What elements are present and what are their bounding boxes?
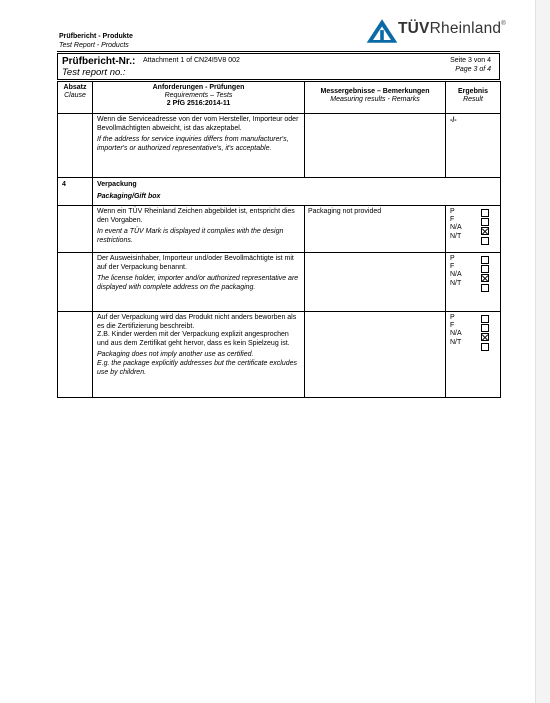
section-clause-cell: 4 bbox=[58, 178, 93, 206]
clause-cell bbox=[58, 312, 93, 398]
checkbox-na-checked[interactable] bbox=[481, 227, 489, 235]
requirements-column-header: Anforderungen - Prüfungen Requirements – Tests 2 PfG 2516:2014-11 bbox=[93, 82, 305, 114]
scrollbar-track[interactable] bbox=[536, 0, 550, 703]
measurement-cell bbox=[305, 114, 446, 178]
measurement-cell bbox=[305, 312, 446, 398]
report-type-de: Prüfbericht - Produkte bbox=[59, 33, 133, 40]
attachment-reference: Attachment 1 of CN24I5V8 002 bbox=[143, 57, 240, 64]
checkbox-nt[interactable] bbox=[481, 284, 489, 292]
table-row bbox=[58, 312, 501, 398]
clause-cell bbox=[58, 253, 93, 312]
clause-cell bbox=[58, 206, 93, 253]
tuv-triangle-logo-icon bbox=[364, 16, 400, 46]
result-column-header: Ergebnis Result bbox=[446, 82, 501, 114]
page-indicator: Seite 3 von 4 Page 3 of 4 bbox=[450, 57, 491, 73]
clause-cell bbox=[58, 114, 93, 178]
measurement-cell: Packaging not provided bbox=[305, 206, 446, 253]
checkbox-f[interactable] bbox=[481, 218, 489, 226]
table-row bbox=[58, 253, 501, 312]
table-row bbox=[58, 206, 501, 253]
checkbox-f[interactable] bbox=[481, 324, 489, 332]
header-divider bbox=[57, 51, 500, 52]
tuv-logo-wordmark: TÜVRheinland® bbox=[398, 20, 506, 37]
requirement-cell: Auf der Verpackung wird das Produkt nicht anders beworben als es die Zertifizierung beschreibt. Z.B. Kinder werden mit der Verpackung explizit angesprochen und aus dem Zertifikat geht hervor, dass es kein Spielzeug ist. Packaging does not imply another use as certified. E.g. the package explicitly addresses but the certificate excludes use by children. bbox=[93, 312, 305, 398]
checkbox-na-checked[interactable] bbox=[481, 274, 489, 282]
requirement-cell: Wenn die Serviceadresse von der vom Hersteller, Importeur oder Bevollmächtigten abweicht, ist das akzeptabel. If the address for service inquiries differs from manufacturer's, importer's or authorized representative's, it's acceptable. bbox=[93, 114, 305, 178]
report-number-label-de: Prüfbericht-Nr.: bbox=[62, 56, 136, 67]
checkbox-p[interactable] bbox=[481, 256, 489, 264]
measuring-results-column-header: Messergebnisse – Bemerkungen Measuring results - Remarks bbox=[305, 82, 446, 114]
report-number-label-en: Test report no.: bbox=[62, 67, 126, 78]
requirements-table bbox=[57, 81, 501, 398]
requirement-cell: Wenn ein TÜV Rheinland Zeichen abgebildet ist, entspricht dies den Vorgaben. In event a TÜV Mark is displayed it complies with the design restrictions. bbox=[93, 206, 305, 253]
clause-column-header: Absatz Clause bbox=[58, 82, 93, 114]
measurement-cell bbox=[305, 253, 446, 312]
section-title-cell: Verpackung Packaging/Gift box bbox=[93, 178, 501, 206]
report-number-box bbox=[57, 53, 500, 80]
result-cell bbox=[446, 253, 501, 312]
report-type-header bbox=[59, 33, 133, 50]
checkbox-p[interactable] bbox=[481, 315, 489, 323]
checkbox-nt[interactable] bbox=[481, 237, 489, 245]
section-row bbox=[58, 178, 501, 206]
result-options: P F N/A N/T bbox=[450, 208, 462, 240]
checkbox-p[interactable] bbox=[481, 209, 489, 217]
result-options: P F N/A N/T bbox=[450, 255, 462, 287]
report-type-en: Test Report - Products bbox=[59, 41, 129, 49]
result-cell bbox=[446, 206, 501, 253]
checkbox-f[interactable] bbox=[481, 265, 489, 273]
table-header-row bbox=[58, 82, 501, 114]
result-cell bbox=[446, 312, 501, 398]
checkbox-nt[interactable] bbox=[481, 343, 489, 351]
result-cell: -/- bbox=[446, 114, 501, 178]
requirement-cell: Der Ausweisinhaber, Importeur und/oder Bevollmächtigte ist mit auf der Verpackung benannt. The license holder, importer and/or authorized representative are displayed with complete address on the packaging. bbox=[93, 253, 305, 312]
result-options: P F N/A N/T bbox=[450, 314, 462, 346]
checkbox-na-checked[interactable] bbox=[481, 333, 489, 341]
table-row bbox=[58, 114, 501, 178]
